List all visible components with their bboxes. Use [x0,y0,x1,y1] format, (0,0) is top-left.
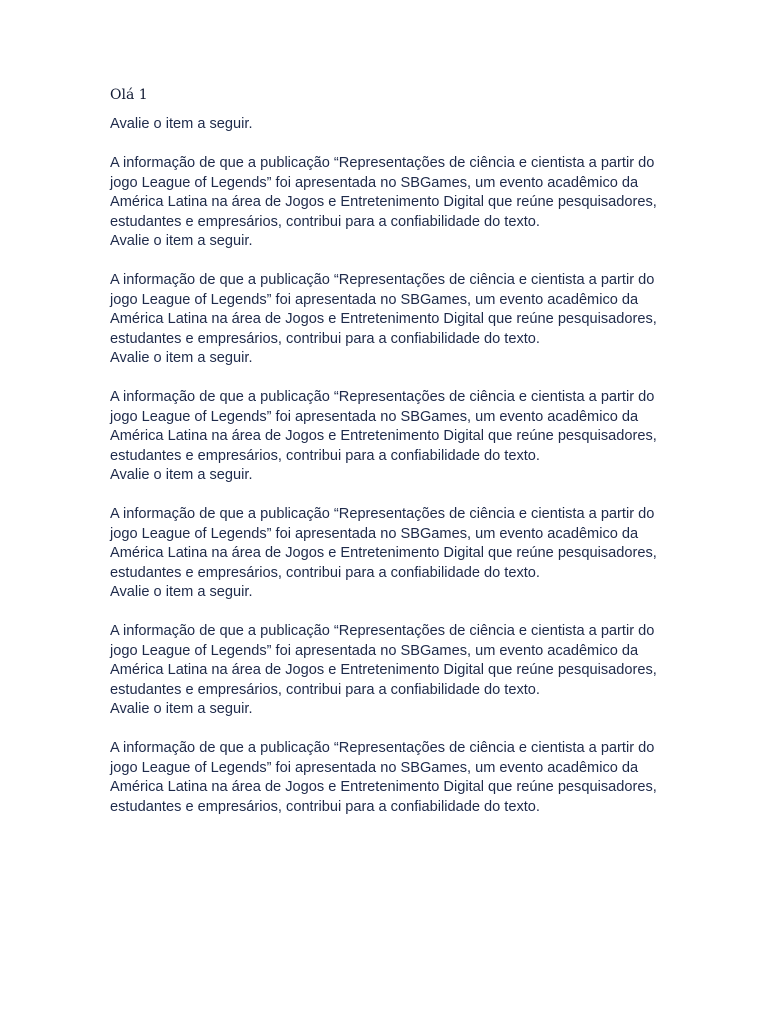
question-text: A informação de que a publicação “Representações de ciência e cientista a partir do jogo League of Legends” foi apresentada no SBGames, um evento acadêmico da América Latina na área de Jogos e Entretenimento Digital que reúne pesquisadores, estudantes e empresários, contribui para a confiabilidade do texto. [110,623,657,698]
question-text: A informação de que a publicação “Representações de ciência e cientista a partir do jogo League of Legends” foi apresentada no SBGames, um evento acadêmico da América Latina na área de Jogos e Entretenimento Digital que reúne pesquisadores, estudantes e empresários, contribui para a confiabilidade do texto. [110,155,657,230]
document-heading: Olá 1 [110,87,148,103]
question-text: A informação de que a publicação “Representações de ciência e cientista a partir do jogo League of Legends” foi apresentada no SBGames, um evento acadêmico da América Latina na área de Jogos e Entretenimento Digital que reúne pesquisadores, estudantes e empresários, contribui para a confiabilidade do texto. [110,740,657,815]
paragraph-gap [110,603,670,623]
question-text: A informação de que a publicação “Representações de ciência e cientista a partir do jogo League of Legends” foi apresentada no SBGames, um evento acadêmico da América Latina na área de Jogos e Entretenimento Digital que reúne pesquisadores, estudantes e empresários, contribui para a confiabilidade do texto. [110,272,657,347]
question-block-2 [110,232,670,349]
document-page [110,86,670,817]
question-intro: Avalie o item a seguir. [110,467,253,483]
question-block-4 [110,466,670,583]
question-block-1 [110,115,670,232]
question-intro: Avalie o item a seguir. [110,584,253,600]
question-intro: Avalie o item a seguir. [110,350,253,366]
question-text: A informação de que a publicação “Representações de ciência e cientista a partir do jogo League of Legends” foi apresentada no SBGames, um evento acadêmico da América Latina na área de Jogos e Entretenimento Digital que reúne pesquisadores, estudantes e empresários, contribui para a confiabilidade do texto. [110,506,657,581]
question-block-6 [110,700,670,817]
paragraph-gap [110,252,670,272]
paragraph-gap [110,369,670,389]
question-block-3 [110,349,670,466]
question-intro: Avalie o item a seguir. [110,116,253,132]
question-intro: Avalie o item a seguir. [110,233,253,249]
question-text: A informação de que a publicação “Representações de ciência e cientista a partir do jogo League of Legends” foi apresentada no SBGames, um evento acadêmico da América Latina na área de Jogos e Entretenimento Digital que reúne pesquisadores, estudantes e empresários, contribui para a confiabilidade do texto. [110,389,657,464]
paragraph-gap [110,135,670,155]
paragraph-gap [110,486,670,506]
question-intro: Avalie o item a seguir. [110,701,253,717]
question-block-5 [110,583,670,700]
paragraph-gap [110,720,670,740]
